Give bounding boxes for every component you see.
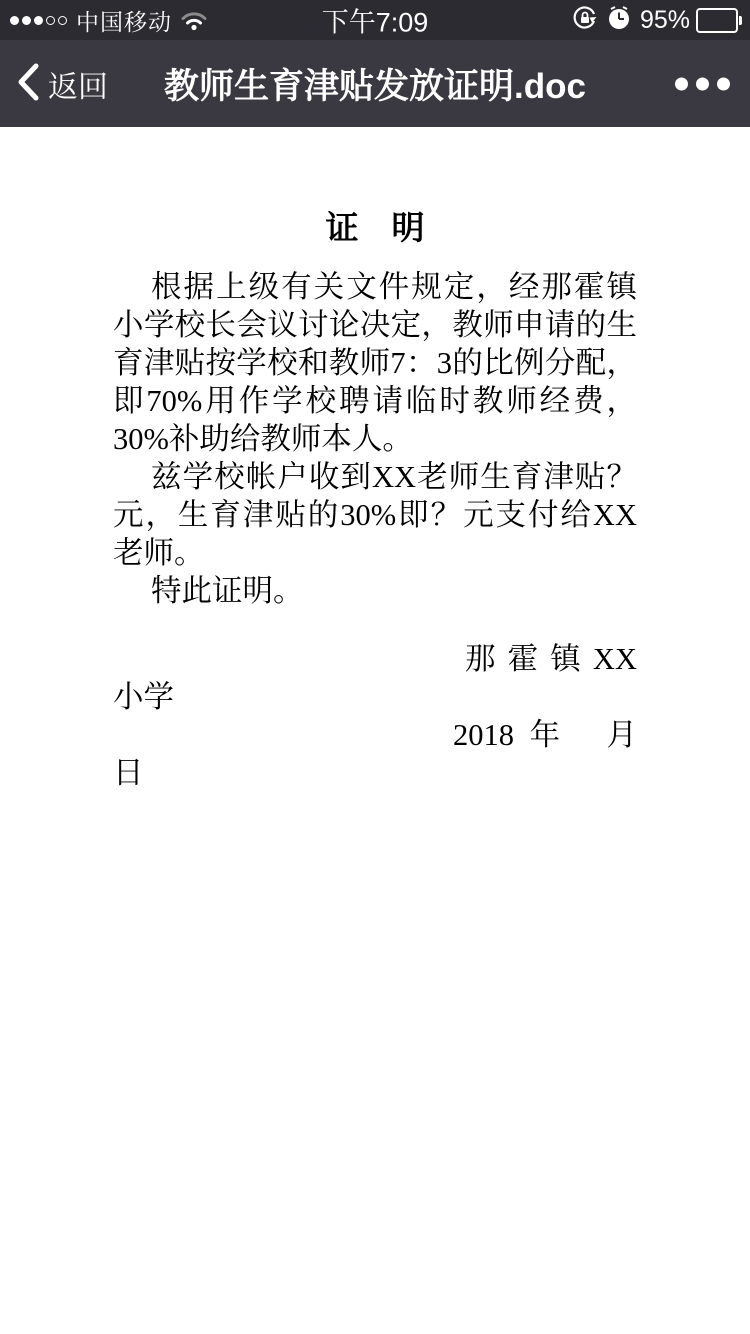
status-bar (0, 0, 750, 40)
chevron-left-icon (16, 61, 40, 106)
back-button-label: 返回 (48, 70, 108, 104)
clock-label: 下午7:09 (321, 7, 429, 38)
battery-percent-label: 95% (639, 5, 690, 34)
carrier-label: 中国移动 (76, 8, 172, 35)
rotation-lock-icon (572, 5, 598, 36)
status-bar-right (563, 5, 742, 36)
battery-icon (696, 8, 742, 33)
ellipsis-icon (675, 77, 730, 90)
signature-line-2: 小学 (113, 680, 174, 714)
wifi-icon (180, 10, 208, 31)
signal-dot (10, 16, 19, 25)
back-button[interactable] (16, 61, 108, 106)
signature-block (113, 640, 637, 792)
signal-dot (46, 16, 55, 25)
more-button[interactable] (669, 71, 736, 96)
doc-paragraph-3: 特此证明。 (151, 574, 304, 608)
doc-paragraph-1: 根据上级有关文件规定，经那霍镇小学校长会议讨论决定，教师申请的生育津贴按学校和教师7：3的比例分配，即70%用作学校聘请临时教师经费，30%补助给教师本人。 (113, 270, 637, 456)
signal-dot (22, 16, 31, 25)
signal-dot (34, 16, 43, 25)
alarm-icon (607, 6, 631, 35)
status-bar-left (10, 4, 208, 37)
date-line-2: 日 (113, 756, 144, 790)
date-line-1: 2018 年 月 (453, 718, 637, 752)
signature-line-1: 那霍镇XX (465, 642, 637, 676)
doc-heading: 证 明 (325, 211, 425, 247)
signal-dot (58, 16, 67, 25)
nav-bar (0, 40, 750, 127)
doc-paragraph-2: 兹学校帐户收到XX老师生育津贴？元，生育津贴的30%即？元支付给XX老师。 (113, 460, 637, 570)
signal-strength-icon (10, 16, 70, 25)
document-filename-title: 教师生育津贴发放证明.doc (164, 66, 586, 106)
document-page[interactable] (0, 127, 750, 832)
